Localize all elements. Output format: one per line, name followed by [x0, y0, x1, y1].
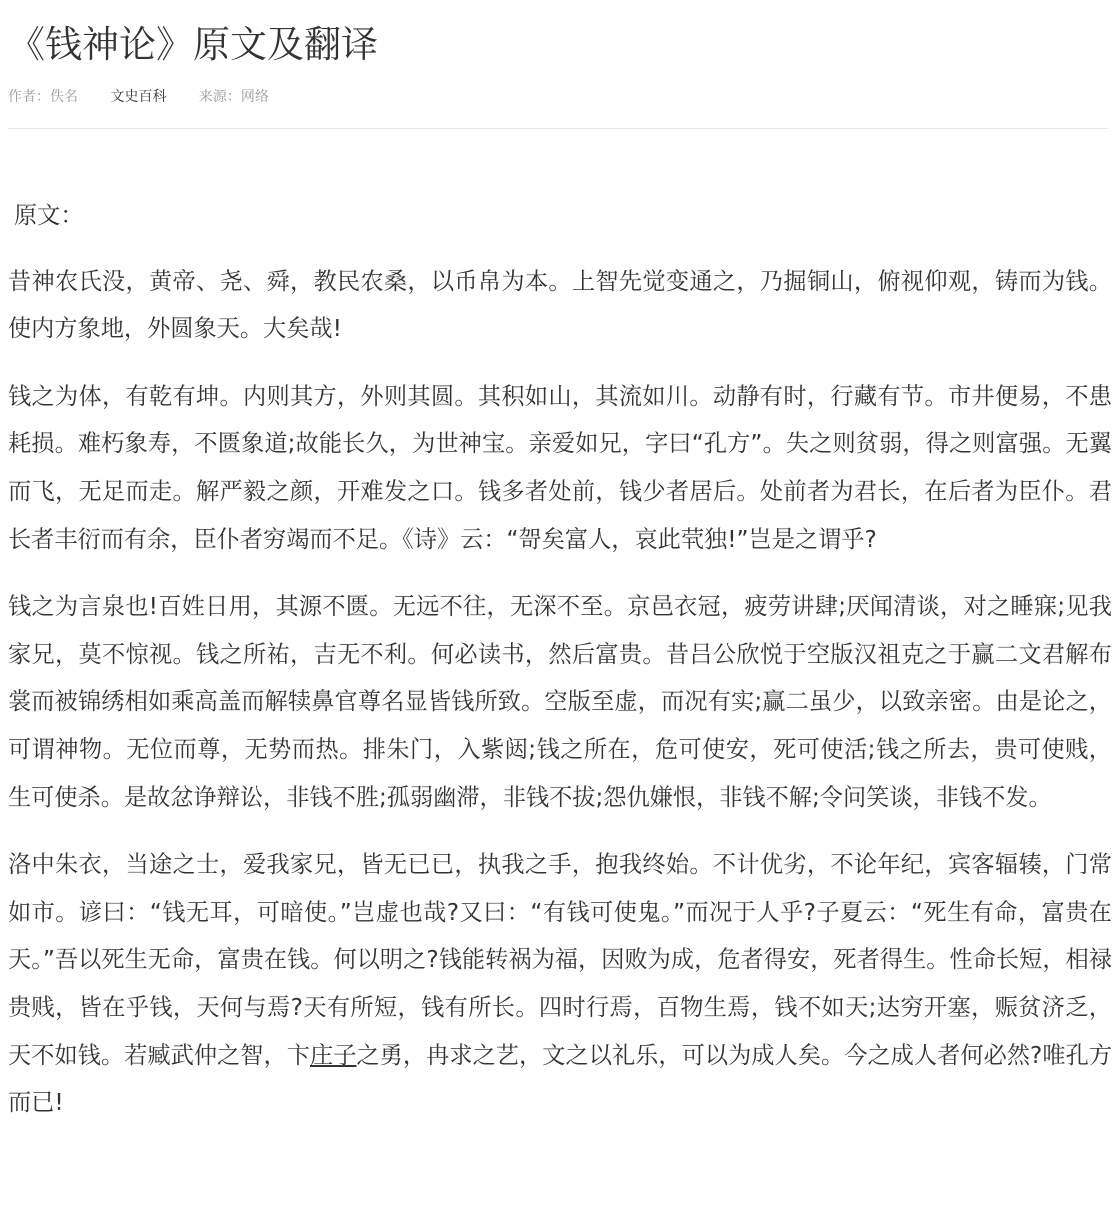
category-link[interactable]: 文史百科 [110, 89, 167, 105]
paragraph-3: 钱之为言泉也!百姓日用，其源不匮。无远不往，无深不至。京邑衣冠，疲劳讲肆;厌闻清谈，对之睡寐;见我家兄，莫不惊视。钱之所祐，吉无不利。何必读书，然后富贵。昔吕公欣悦于空版汉祖克之于赢二文君解布裳而被锦绣相如乘高盖而解犊鼻官尊名显皆钱所致。空版至虚，而况有实;赢二虽少，以致亲密。由是论之，可谓神物。无位而尊，无势而热。排朱门，入紫闼;钱之所在，危可使安，死可使活;钱之所去，贵可使贱，生可使杀。是故忿诤辩讼，非钱不胜;孤弱幽滞，非钱不拔;怨仇嫌恨，非钱不解;令问笑谈，非钱不发。 [8, 593, 1112, 811]
header-divider [8, 128, 1108, 129]
paragraph-2: 钱之为体，有乾有坤。内则其方，外则其圆。其积如山，其流如川。动静有时，行藏有节。市井便易，不患耗损。难朽象寿，不匮象道;故能长久，为世神宝。亲爱如兄，字曰“孔方”。失之则贫弱，得之则富强。无翼而飞，无足而走。解严毅之颜，开难发之口。钱多者处前，钱少者居后。处前者为君长，在后者为臣仆。君长者丰衍而有余，臣仆者穷竭而不足。《诗》云：“哿矣富人，哀此茕独!”岂是之谓乎? [8, 382, 1112, 553]
paragraph-4-text-end: 之勇，冉求之艺，文之以礼乐，可以为成人矣。今之成人者何必然?唯孔方而已! [8, 1041, 1113, 1117]
paragraph-1: 昔神农氏没，黄帝、尧、舜，教民农桑，以币帛为本。上智先觉变通之，乃掘铜山，俯视仰观，铸而为钱。使内方象地，外圆象天。大矣哉! [8, 267, 1112, 343]
source-label: 来源：网络 [198, 89, 269, 105]
article-body [8, 192, 1112, 1147]
article-meta [8, 86, 269, 106]
paragraph-4-text-start: 洛中朱衣，当途之士，爱我家兄，皆无已已，执我之手，抱我终始。不计优劣，不论年纪，宾客辐辏，门常如市。谚曰：“钱无耳，可暗使。”岂虚也哉?又曰：“有钱可使鬼。”而况于人乎?子夏云：“死生有命，富贵在天。”吾以死生无命，富贵在钱。何以明之?钱能转祸为福，因败为成，危者得安，死者得生。性命长短，相禄贵贱，皆在乎钱，天何与焉?天有所短，钱有所长。四时行焉，百物生焉，钱不如天;达穷开塞，赈贫济乏，天不如钱。若臧武仲之智，卞 [8, 851, 1112, 1069]
paragraph-4 [8, 841, 1112, 1127]
section-label-original: 原文： [14, 202, 84, 229]
page-title: 《钱神论》原文及翻译 [8, 23, 378, 66]
author-label: 作者：佚名 [8, 89, 78, 105]
zhuangzi-link[interactable]: 庄子 [309, 1041, 357, 1069]
